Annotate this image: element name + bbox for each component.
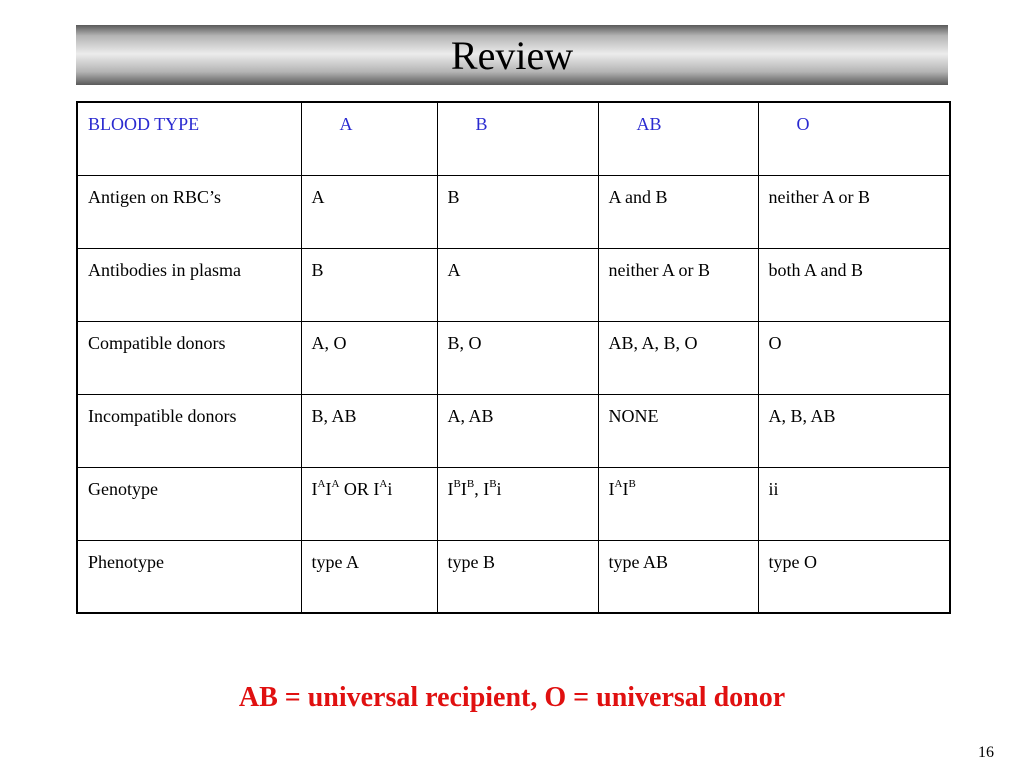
table-cell: type B [437,540,598,613]
genotype-text: I [622,478,629,499]
genotype-text: I [311,478,318,499]
table-cell: NONE [598,394,758,467]
table-cell: B, O [437,321,598,394]
table-row [77,394,950,467]
genotype-cell [437,467,598,540]
header-cell: BLOOD TYPE [77,102,301,175]
genotype-text: I [608,478,615,499]
table-cell: type A [301,540,437,613]
allele-superscript: A [317,477,326,490]
table-cell: neither A or B [598,248,758,321]
allele-superscript: A [379,477,388,490]
table-cell: O [758,321,950,394]
table-cell: A [301,175,437,248]
blood-type-table [76,101,951,614]
genotype-text: i [496,478,502,499]
genotype-text: i [387,478,393,499]
table-cell: B [437,175,598,248]
table-cell: both A and B [758,248,950,321]
genotype-text: I [447,478,454,499]
allele-superscript: B [489,477,497,490]
row-label: Genotype [77,467,301,540]
title-bar [76,25,948,85]
row-label: Incompatible donors [77,394,301,467]
header-cell: O [758,102,950,175]
allele-superscript: A [331,477,340,490]
row-label: Phenotype [77,540,301,613]
table-row [77,248,950,321]
genotype-text: , I [474,478,490,499]
genotype-text: I [460,478,467,499]
slide-title: Review [450,32,574,78]
genotype-text: OR I [339,478,380,499]
header-cell: AB [598,102,758,175]
table-cell: A [437,248,598,321]
allele-superscript: A [614,477,623,490]
table-row [77,540,950,613]
table-cell: type AB [598,540,758,613]
header-cell: A [301,102,437,175]
table-cell: AB, A, B, O [598,321,758,394]
table-row [77,175,950,248]
page-number: 16 [978,744,994,761]
table-row [77,467,950,540]
table-cell: B [301,248,437,321]
row-label: Compatible donors [77,321,301,394]
table-row [77,321,950,394]
row-label: Antibodies in plasma [77,248,301,321]
genotype-cell [758,467,950,540]
genotype-text: ii [768,478,779,499]
genotype-cell [301,467,437,540]
table-cell: neither A or B [758,175,950,248]
row-label: Antigen on RBC’s [77,175,301,248]
allele-superscript: B [628,477,636,490]
allele-superscript: B [466,477,475,490]
allele-superscript: B [453,477,461,490]
table-cell: A, B, AB [758,394,950,467]
genotype-cell [598,467,758,540]
genotype-text: I [325,478,332,499]
table-cell: A, AB [437,394,598,467]
table-cell: B, AB [301,394,437,467]
footer-note: AB = universal recipient, O = universal donor [238,682,786,713]
header-cell: B [437,102,598,175]
table-header-row [77,102,950,175]
table-cell: type O [758,540,950,613]
table-cell: A, O [301,321,437,394]
table-cell: A and B [598,175,758,248]
